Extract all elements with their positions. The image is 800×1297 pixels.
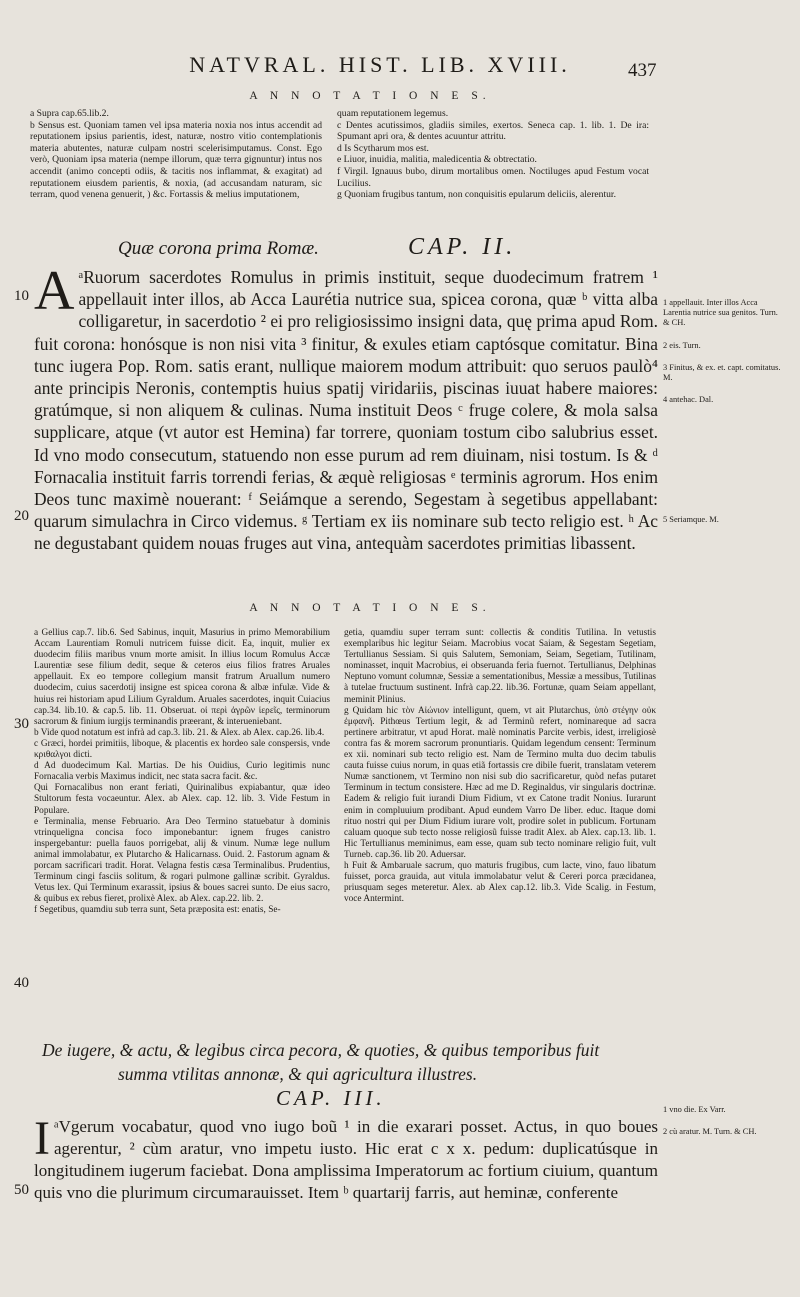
annotation-e: e Liuor, inuidia, malitia, maledicentia & obtrectatio. [337, 154, 537, 166]
chapter-2-body: ᵃRuorum sacerdotes Romulus in primis instituit, seque duodecimum fratrem ¹ appellauit inter illos, ab Acca Laurétia nutrice sua, spicea corona, quæ ᵇ vitta alba colligaretur, in sacerdotio ² ei pro religiosissimo insigni data, quę prima apud Rom. fuit corona: honósque is non nisi vita ³ finitur, & exules etiam captósque comitatur. Bina tunc iugera Pop. Rom. satis erant, nullique maiorem modum attribuit: quo seruos paulò⁴ ante principis Neronis, contemptis huius spatij viridariis, piscinas iuuat habere maiores: gratúmque, si non aliquem & culinas. Numa instituit Deos ᶜ fruge colere, & mola salsa supplicare, atque (vt autor est Hemina) far torrere, quoniam tostum cibo salubrius esset. Id vno modo consecutum, statuendo non esse purum ad rem diuinam, nisi tostum. Is & ᵈ Fornacalia instituit farris torrendi ferias, & æquè religiosas ᵉ terminis agrorum. Hos enim Deos tunc maximè nouerant: ᶠ Seiámque a serendo, Segestam à segetibus appellabant: quarum simulachra in Circo videmus. ᵍ Tertiam ex iis nominare sub tecto religio est. ʰ Ac ne degustabant quidem nouas fruges aut vina, antequàm sacerdotes primitias libassent. [34, 267, 658, 554]
annotation-g: g Quoniam frugibus tantum, non conquisitis epularum deliciis, alerentur. [337, 189, 616, 201]
annotation-mid-f: f Segetibus, quamdiu sub terra sunt, Seta præposita est: enatis, Se- [34, 905, 281, 916]
chapter-2-text [34, 260, 658, 555]
line-number-20: 20 [14, 508, 29, 524]
annotation-d: d Is Scytharum mos est. [337, 142, 429, 154]
margin-note-2: 2 eis. Turn. [663, 340, 701, 350]
annotation-mid-g: g Quidam hic τὸν Αἰώνιον intelligunt, quem, vt ait Plutarchus, ὑπὸ στέγην οὐκ ἐμφανῆ. Pithœus Tertium legit, & ad Terminũ refert, nominareque ad sacra pertinere arbitratur, vt apud Horat. malè nominatis Parcite verbis, idest, irreligiosè contra fas & morem sacrorum pronuntiaris. Quidam legendum censent: Terminum ex xii. nominari sub tecto religio est. Nam de Termino multa duo decim tabulis cauta fuisse cuius norum, in quas etiã fortassis cre dibile fuerit, translatam veterem Numæ sanctionem, vt Termino non nisi sub dio sacrificaretur, quòd nefas putaret Terminum in tectum consistere. Hæc ad me D. Reginaldus, vir singularis doctrinæ. Eadem & religio fuit iurandi Dium Fidium, vt ex Catone tradit Nonius. Iurarunt enim in compluuium prodibant. Apud eundem Varro De liber. educ. Itaque domi rituo nostri qui per Dium Fidium iurare volt, prodire solet in publicum. Fortunam caluam quoque sub tecto nosse religiosũ fuisse tradit Alex. ab Alex. cap.13. lib. 1. Hic Tertullianus meminimus, eam esse, quam sub tecto nominare religio fuit, vult Turneb. cap.36. lib 20. Aduersar. [344, 705, 656, 860]
annotations-top-right [337, 108, 649, 201]
margin-note-4: 4 antehac. Dal. [663, 395, 714, 405]
drop-cap: A [34, 260, 75, 322]
margin-note-1: 1 appellauit. Inter illos Acca Larentia nutrice sua genitos. Turn. & CH. [663, 298, 778, 328]
margin-notes-chapter-3 [663, 1105, 785, 1149]
annotation-c: c Dentes acutissimos, gladiis similes, exertos. Seneca cap. 1. lib. 1. De ira: Spumant apri ora, & dentes acuuntur attritu. [337, 119, 649, 143]
annotation-mid-a: a Gellius cap.7. lib.6. Sed Sabinus, inquit, Masurius in primo Memorabilium Accam Laurentiam Romuli nutricem fuisse dicit. Ea, inquit, mulier ex duodecim filiis maribus vnum morte amisit. In illius locum Romulus Accæ Laurentiæ sese filium dedit, seque & ceteros eius filios fratres Aruales appellauit. Ex eo tempore collegium mansit fratrum Aruallum numero duodecim, cuius sacerdotij insigne est spicea corona & albæ infulæ. Vide & huius rei historiam apud Lilium Gyraldum. Aruales sacerdotes, inquit Cuiacius cap.34. lib.10. & cap.5. lib. 11. Obseruat. οἱ περὶ ἀγρῶν ἱερεῖς, terminorum sacrorum & finium iurgijs terminandis præerant, & interueniebant. [34, 628, 330, 727]
chapter-3-text [34, 1112, 658, 1204]
annotation-b-cont: quam reputationem legemus. [337, 108, 449, 119]
margin-note-5: 5 Seriamque. M. [663, 515, 719, 525]
annotations-middle-left [34, 628, 330, 916]
annotation-a: a Supra cap.65.lib.2. [30, 108, 109, 119]
margin-note-3: 3 Finitus, & ex. et. capt. comitatus. M. [663, 362, 781, 383]
annotations-top-left [30, 108, 322, 201]
annotation-mid-e: e Terminalia, mense Februario. Ara Deo Termino statuebatur à dominis vtrinqueligna concisa foco imponebantur: ignem fruges canistro inspergebantur: puella fauos porrigebat, alij & vinum. Numæ lege nullum animal immolabatur, ex Plutarcho & Halicarnass. Ouid. 2. Fastorum agnam & porcam sacrificari tradit. Horat. Velagna festis cæsa Terminalibus. Prudentius, Terminum cingi fasciis solitum, & rogari pulmone gallinæ scribit. Gyraldus. Vetus lex. Qui Terminum exarassit, ipsius & boues sacrei sunto. De eius sacro, & quibus ex rebus fieret, prolixè Alex. ab Alex. cap.22. lib. 2. [34, 816, 330, 905]
annotations-heading-middle: A N N O T A T I O N E S. [249, 602, 491, 614]
annotation-mid-b: b Vide quod notatum est infrà ad cap.3. lib. 21. & Alex. ab Alex. cap.26. lib.4. [34, 727, 325, 738]
annotation-mid-d2: Qui Fornacalibus non erant feriati, Quirinalibus expiabantur, quæ ideo Stultorum festa vocaeuntur. Alex. ab Alex. cap. 12. lib. 3. Vide Festum in Populare. [34, 783, 330, 816]
chapter-3-title-line-2: summa vtilitas annonæ, & qui agricultura illustres. [118, 1064, 478, 1084]
chapter-3-number: CAP. III. [276, 1086, 386, 1110]
line-number-40: 40 [14, 975, 29, 991]
chapter-3-body: ᵃVgerum vocabatur, quod vno iugo boũ ¹ in die exarari posset. Actus, in quo boues agerentur, ² cùm aratur, vno impetu iusto. Hic erat c x x. pedum: duplicatúsque in longitudinem iugerum faciebat. Dona amplissima Imperatorum ac fortium ciuium, quantum quis vno die plurimum circumarauisset. Item ᵇ quartarij farris, aut heminæ, conferente [34, 1117, 658, 1202]
margin-note-3-1: 1 vno die. Ex Varr. [663, 1105, 726, 1114]
line-number-30: 30 [14, 716, 29, 732]
annotation-f: f Virgil. Ignauus bubo, dirum mortalibus omen. Noctiluges apud Festum vocat Lucilius. [337, 165, 649, 189]
chapter-2-title: Quæ corona prima Romæ. [118, 238, 319, 259]
drop-cap-chapter-3: I [34, 1112, 50, 1165]
margin-notes-chapter-2 [663, 298, 785, 538]
annotation-b: b Sensus est. Quoniam tamen vel ipsa materia noxia nos intus accendit ad reputationem ipsius parientis, idest, naturæ, nostro vitio contemplationis materia abutentes, naturæ culpam nostri scelerisimputamus. Const. Ego verò, Quoniam ipsa materia (nempe illorum, quæ terra gignuntur) intus nos accendit (animo concepti odiis, & tacitis nos inflammat, & exagitat) ad reputationem eiusdem parientis, & noxia, (ad accusandam naturam, sic terram, quod venena genuerit, ) &c. Fortassis & melius imputationem, [30, 119, 322, 201]
annotations-middle-right [344, 628, 656, 905]
page-number: 437 [628, 60, 657, 81]
annotations-heading-top: A N N O T A T I O N E S. [249, 90, 491, 102]
line-number-50: 50 [14, 1182, 29, 1198]
annotation-mid-h: h Fuit & Ambaruale sacrum, quo maturis frugibus, cum lacte, vino, fauo libatum fuisset, porca grauida, aut vitula immolabatur velut & Cereri porca præcidanea, priusquam seges meteretur. Alex. ab Alex cap.12. lib.3. Vide Scalig. in Festum, voce Antermint. [344, 860, 656, 905]
annotation-mid-c: c Græci, hordei primitiis, liboque, & placentis ex hordeo sale conspersis, vnde κριθαλγοι dicti. [34, 738, 330, 761]
annotation-mid-f-cont: getia, quamdiu super terram sunt: collectis & conditis Tutilina. In vetustis exemplaribus hic legitur Seiam. Macrobius vocat Saiam, & Segestam Segetiam, Tertullianus Sessiam. Si quis Salutem, Semoniam, Seiam, Segetiam, Tutilinam, nominasset, inquit Macrobius, ei obseruanda feria fuernot. Tertullianus, Delphinas Neptuno vomunt columnæ, Sessiæ a sementationibus, Messiæ a messibus, Tutilinas à tutelae fructuum sustinent. Infrà cap.22. lib.36. Fortunæ, quam Seiam appellant, meminit Plinius. [344, 628, 656, 705]
line-number-10: 10 [14, 288, 29, 304]
annotation-mid-d: d Ad duodecimum Kal. Martias. De his Ouidius, Curio legitimis nunc Fornacalia verbis Maximus indicit, nec stata sacra facit. &c. [34, 761, 330, 783]
chapter-2-number: CAP. II. [408, 234, 517, 260]
chapter-3-title-line-1: De iugere, & actu, & legibus circa pecora, & quoties, & quibus temporibus fuit [42, 1040, 600, 1060]
running-title: NATVRAL. HIST. LIB. XVIII. [189, 52, 571, 77]
margin-note-3-2: 2 cù aratur. M. Turn. & CH. [663, 1127, 757, 1137]
